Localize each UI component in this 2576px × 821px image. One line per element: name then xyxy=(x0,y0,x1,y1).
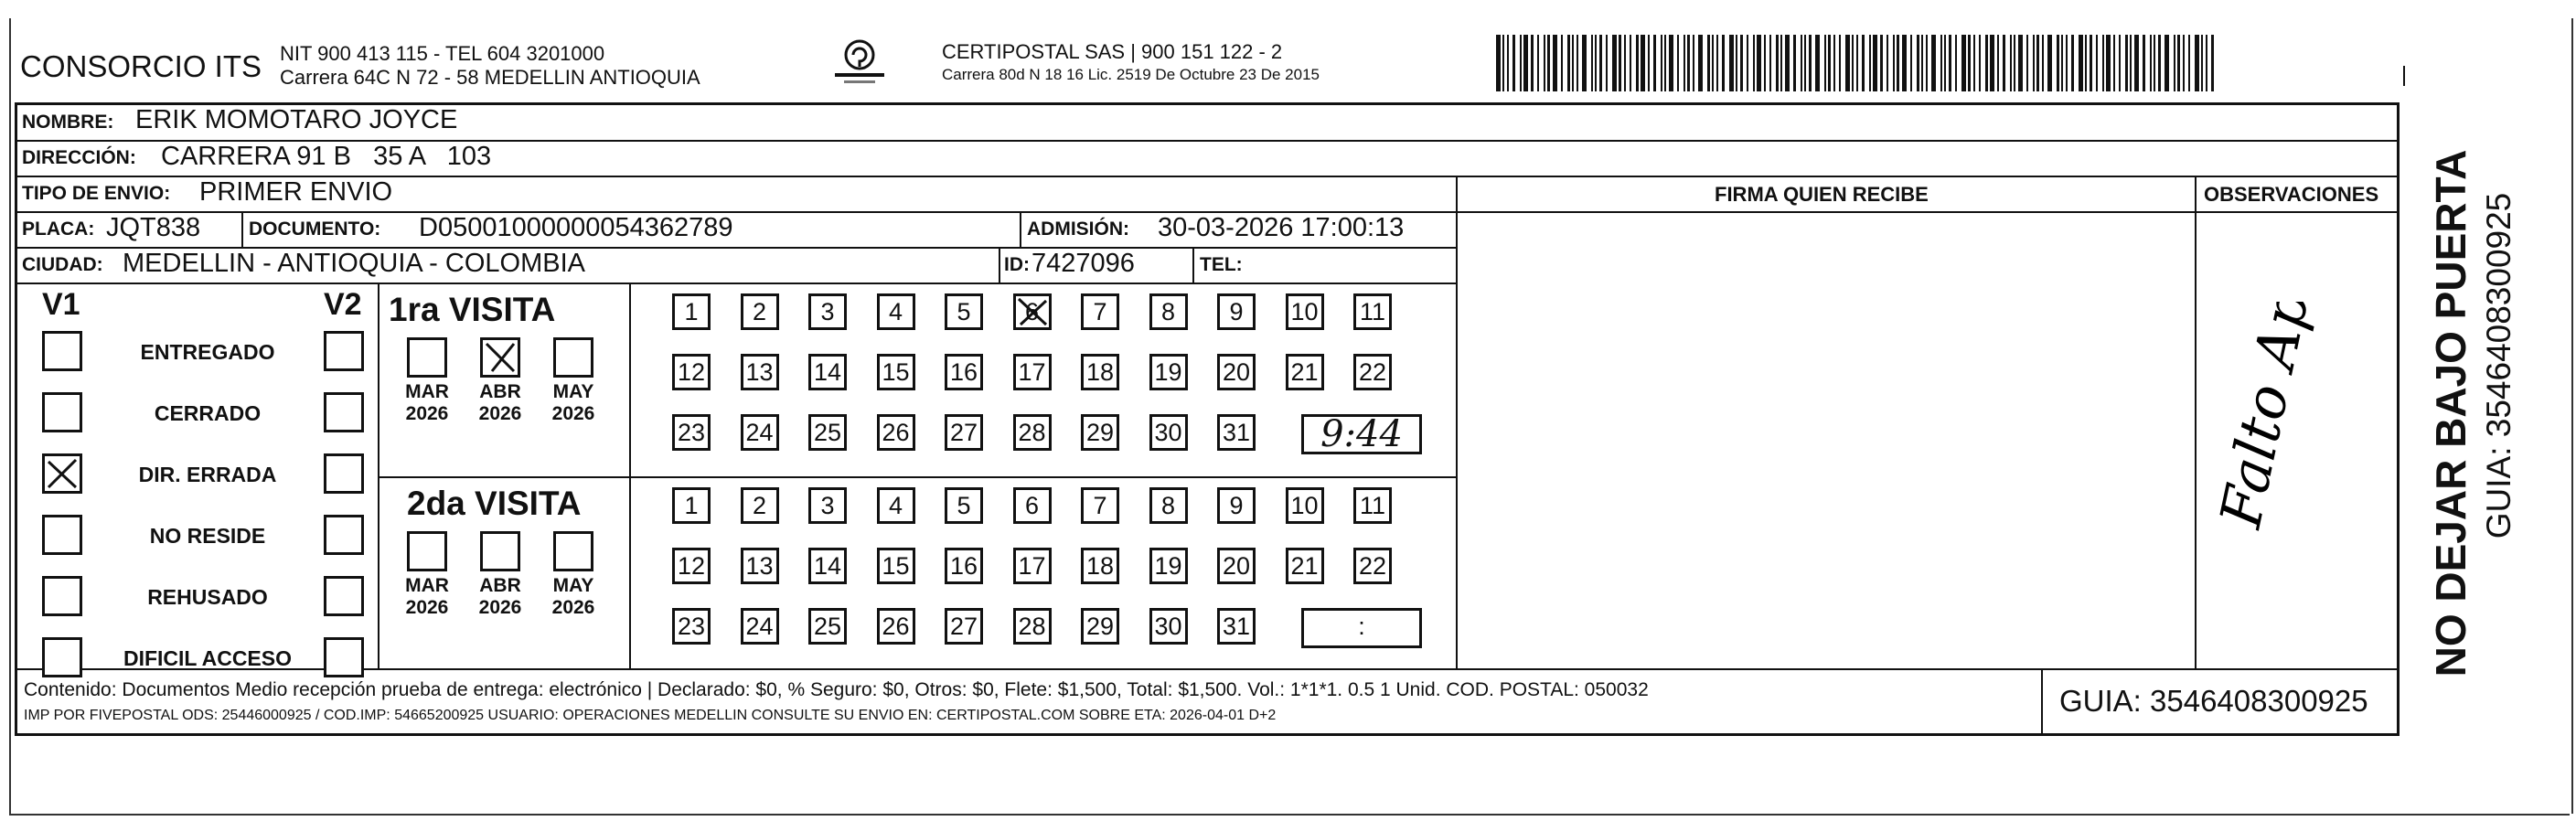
barcode-bar xyxy=(1612,35,1617,91)
barcode-bar xyxy=(1833,35,1835,91)
day-box[interactable]: 10 xyxy=(1286,487,1324,524)
day-box[interactable]: 19 xyxy=(1149,548,1188,584)
v1-checkbox[interactable] xyxy=(42,515,82,555)
day-box[interactable]: 7 xyxy=(1081,487,1119,524)
day-box[interactable]: 28 xyxy=(1013,414,1052,451)
barcode-bar xyxy=(1512,35,1515,91)
barcode-bar xyxy=(2102,35,2104,91)
barcode-bar xyxy=(1531,35,1534,91)
barcode-bar xyxy=(1669,35,1673,91)
barcode-bar xyxy=(1845,35,1850,91)
day-box[interactable]: 16 xyxy=(945,548,983,584)
barcode-bar xyxy=(1747,35,1748,91)
barcode-bar xyxy=(1856,35,1858,91)
day-box[interactable]: 26 xyxy=(877,608,915,645)
barcode-bar xyxy=(1661,35,1662,91)
day-box[interactable]: 30 xyxy=(1149,414,1188,451)
status-label: DIFICIL ACCESO xyxy=(123,646,292,670)
barcode-bar xyxy=(1809,35,1812,91)
day-box[interactable]: 22 xyxy=(1353,354,1392,390)
company-nit: NIT 900 413 115 - TEL 604 3201000 xyxy=(280,42,605,65)
barcode-bar xyxy=(1785,35,1790,91)
barcode-bar xyxy=(1985,35,1988,91)
barcode-bar xyxy=(1664,35,1666,91)
barcode-bar xyxy=(2033,35,2035,91)
barcode-bar xyxy=(2061,35,2063,91)
barcode-bar xyxy=(2158,35,2161,91)
barcode-bar xyxy=(2143,35,2145,91)
day-box[interactable]: 21 xyxy=(1286,548,1324,584)
day-box[interactable]: 20 xyxy=(1217,354,1256,390)
v1-label: V1 xyxy=(42,287,80,322)
barcode-bar xyxy=(1793,35,1796,91)
barcode-bar xyxy=(1910,35,1912,91)
day-box[interactable]: 17 xyxy=(1013,548,1052,584)
barcode-bar xyxy=(2125,35,2128,91)
v2-checkbox[interactable] xyxy=(324,637,364,677)
barcode-bar xyxy=(1729,35,1734,91)
barcode-bar xyxy=(2188,35,2190,91)
barcode-bar xyxy=(1687,35,1690,91)
barcode-bar xyxy=(1815,35,1820,91)
day-box[interactable]: 8 xyxy=(1149,293,1188,330)
tel-label: TEL: xyxy=(1200,254,1243,275)
barcode-bar xyxy=(2113,35,2115,91)
time-box[interactable]: : xyxy=(1301,608,1422,648)
barcode-bar xyxy=(2010,35,2012,91)
side-guia-text: GUIA: 3546408300925 xyxy=(2480,192,2517,539)
observaciones-handwriting xyxy=(2195,302,2405,576)
barcode-bar xyxy=(1887,35,1888,91)
barcode-bar xyxy=(2154,35,2155,91)
barcode-bar xyxy=(1582,35,1587,91)
month-label: ABR 2026 xyxy=(478,575,522,618)
day-box[interactable]: 24 xyxy=(741,608,779,645)
barcode-bar xyxy=(1873,35,1877,91)
day-box[interactable]: 20 xyxy=(1217,548,1256,584)
month-checkbox[interactable] xyxy=(407,337,447,378)
day-box[interactable]: 8 xyxy=(1149,487,1188,524)
barcode-bar xyxy=(1839,35,1841,91)
month-label: MAR 2026 xyxy=(405,381,449,424)
day-box[interactable]: 16 xyxy=(945,354,983,390)
month-label: MAY 2026 xyxy=(551,381,595,424)
barcode-bar xyxy=(1897,35,1899,91)
barcode-bar xyxy=(2206,35,2207,91)
day-box[interactable]: 12 xyxy=(672,548,711,584)
month-checkbox[interactable] xyxy=(553,531,593,571)
day-box[interactable]: 18 xyxy=(1081,354,1119,390)
barcode-bar xyxy=(1712,35,1714,91)
placa-label: PLACA: xyxy=(22,219,95,240)
barcode-bar xyxy=(2090,35,2092,91)
day-box[interactable]: 4 xyxy=(877,487,915,524)
barcode-bar xyxy=(2026,35,2028,91)
barcode-bar xyxy=(1523,35,1528,91)
day-box[interactable]: 1 xyxy=(672,487,711,524)
barcode-bar xyxy=(1769,35,1771,91)
barcode xyxy=(1496,35,2223,91)
barcode-bar xyxy=(2106,35,2111,91)
barcode-bar xyxy=(1921,35,1923,91)
barcode-bar xyxy=(1862,35,1865,91)
direccion-value: CARRERA 91 B 35 A 103 xyxy=(161,142,492,171)
day-box[interactable]: 25 xyxy=(808,608,847,645)
barcode-bar xyxy=(1852,35,1854,91)
v1-checkbox[interactable] xyxy=(42,392,82,432)
barcode-bar xyxy=(1968,35,1971,91)
barcode-bar xyxy=(1722,35,1725,91)
tipo-envio-label: TIPO DE ENVIO: xyxy=(22,183,171,204)
v2-label: V2 xyxy=(324,287,362,322)
barcode-bar xyxy=(1507,35,1509,91)
barcode-bar xyxy=(1641,35,1645,91)
barcode-bar xyxy=(1595,35,1597,91)
time-box[interactable]: 9:44 xyxy=(1301,414,1422,454)
barcode-bar xyxy=(2183,35,2185,91)
courier-name: CERTIPOSTAL SAS | 900 151 122 - 2 xyxy=(942,40,1283,63)
ciudad-value: MEDELLIN - ANTIOQUIA - COLOMBIA xyxy=(123,249,585,278)
barcode-bar xyxy=(2036,35,2039,91)
day-box[interactable]: 9 xyxy=(1217,487,1256,524)
nombre-value: ERIK MOMOTARO JOYCE xyxy=(135,105,458,134)
barcode-bar xyxy=(1931,35,1936,91)
barcode-bar xyxy=(2085,35,2087,91)
barcode-bar xyxy=(1653,35,1656,91)
barcode-bar xyxy=(1520,35,1522,91)
day-box[interactable]: 13 xyxy=(741,548,779,584)
day-box[interactable]: 4 xyxy=(877,293,915,330)
barcode-bar xyxy=(2174,35,2175,91)
direccion-label: DIRECCIÓN: xyxy=(22,147,136,168)
no-dejar-text: NO DEJAR BAJO PUERTA xyxy=(2427,149,2474,677)
day-box[interactable]: 31 xyxy=(1217,414,1256,451)
day-box[interactable]: 17 xyxy=(1013,354,1052,390)
day-box[interactable]: 31 xyxy=(1217,608,1256,645)
barcode-bar xyxy=(1606,35,1608,91)
barcode-bar xyxy=(1683,35,1685,91)
day-box[interactable]: 6 xyxy=(1013,487,1052,524)
admision-label: ADMISIÓN: xyxy=(1027,219,1129,240)
day-box[interactable]: 27 xyxy=(945,414,983,451)
barcode-bar xyxy=(2211,35,2214,91)
check-mark-icon xyxy=(483,340,518,375)
barcode-bar xyxy=(1776,35,1779,91)
month-checkbox[interactable] xyxy=(480,337,520,378)
day-box[interactable]: 6 xyxy=(1013,293,1052,330)
barcode-bar xyxy=(1624,35,1626,91)
barcode-bar xyxy=(1736,35,1737,91)
day-box[interactable]: 26 xyxy=(877,414,915,451)
barcode-bar xyxy=(1828,35,1831,91)
day-box[interactable]: 3 xyxy=(808,487,847,524)
day-box[interactable]: 27 xyxy=(945,608,983,645)
second-visit-title: 2da VISITA xyxy=(407,485,582,522)
contenido-line: Contenido: Documentos Medio recepción prueba de entrega: electrónico | Declarado: $0, % Seguro: $0, Otros: $0, Flete: $1,500, Total: $1,500. Vol.: 1*1*1. 0.5 1 Unid. COD. POSTAL: 050032 xyxy=(24,679,1649,700)
barcode-bar xyxy=(2066,35,2068,91)
day-box[interactable]: 13 xyxy=(741,354,779,390)
day-box[interactable]: 23 xyxy=(672,414,711,451)
barcode-bar xyxy=(2195,35,2199,91)
svg-text:Falto Apto: Falto Apto xyxy=(2207,302,2335,534)
barcode-bar xyxy=(1698,35,1703,91)
barcode-bar xyxy=(1630,35,1631,91)
day-box[interactable]: 10 xyxy=(1286,293,1324,330)
day-box[interactable]: 25 xyxy=(808,414,847,451)
day-box[interactable]: 2 xyxy=(741,487,779,524)
day-box[interactable]: 9 xyxy=(1217,293,1256,330)
month-label: MAR 2026 xyxy=(405,575,449,618)
day-box[interactable]: 29 xyxy=(1081,608,1119,645)
barcode-bar xyxy=(1880,35,1883,91)
barcode-bar xyxy=(1544,35,1545,91)
day-box[interactable]: 19 xyxy=(1149,354,1188,390)
month-label: MAY 2026 xyxy=(551,575,595,618)
status-label: CERRADO xyxy=(154,401,262,425)
v1-checkbox[interactable] xyxy=(42,331,82,371)
status-label: DIR. ERRADA xyxy=(138,463,277,486)
barcode-bar xyxy=(1824,35,1826,91)
barcode-bar xyxy=(1961,35,1966,91)
day-box[interactable]: 23 xyxy=(672,608,711,645)
barcode-bar xyxy=(1502,35,1504,91)
barcode-bar xyxy=(1567,35,1570,91)
barcode-bar xyxy=(1804,35,1806,91)
barcode-bar xyxy=(2201,35,2203,91)
status-label: ENTREGADO xyxy=(140,340,275,364)
barcode-bar xyxy=(1677,35,1679,91)
barcode-bar xyxy=(1990,35,1994,91)
barcode-bar xyxy=(2042,35,2044,91)
barcode-bar xyxy=(1707,35,1710,91)
day-box[interactable]: 18 xyxy=(1081,548,1119,584)
barcode-bar xyxy=(1553,35,1557,91)
barcode-bar xyxy=(1753,35,1755,91)
ciudad-label: CIUDAD: xyxy=(22,254,103,275)
documento-label: DOCUMENTO: xyxy=(249,219,381,240)
observaciones-label: OBSERVACIONES xyxy=(2204,183,2379,206)
day-box[interactable]: 24 xyxy=(741,414,779,451)
day-box[interactable]: 14 xyxy=(808,548,847,584)
barcode-bar xyxy=(1869,35,1871,91)
company-address: Carrera 64C N 72 - 58 MEDELLIN ANTIOQUIA xyxy=(280,66,700,89)
day-box[interactable]: 15 xyxy=(877,354,915,390)
status-label: NO RESIDE xyxy=(149,524,266,548)
month-checkbox[interactable] xyxy=(407,531,447,571)
day-box[interactable]: 5 xyxy=(945,487,983,524)
barcode-bar xyxy=(1780,35,1782,91)
barcode-bar xyxy=(1997,35,1999,91)
guia-footer: GUIA: 3546408300925 xyxy=(2059,684,2368,718)
barcode-bar xyxy=(2150,35,2152,91)
day-box[interactable]: 30 xyxy=(1149,608,1188,645)
day-box[interactable]: 21 xyxy=(1286,354,1324,390)
check-mark-icon xyxy=(45,456,80,491)
barcode-bar xyxy=(1693,35,1694,91)
placa-value: JQT838 xyxy=(106,213,201,242)
barcode-bar xyxy=(1636,35,1639,91)
day-box[interactable]: 3 xyxy=(808,293,847,330)
barcode-bar xyxy=(2096,35,2098,91)
barcode-bar xyxy=(2018,35,2023,91)
barcode-bar xyxy=(1740,35,1743,91)
barcode-bar xyxy=(1944,35,1946,91)
barcode-bar xyxy=(2079,35,2083,91)
barcode-bar xyxy=(1757,35,1761,91)
barcode-bar xyxy=(1599,35,1602,91)
barcode-bar xyxy=(1561,35,1563,91)
barcode-bar xyxy=(1496,35,1501,91)
barcode-bar xyxy=(1979,35,1981,91)
barcode-bar xyxy=(1537,35,1539,91)
certipostal-logo xyxy=(818,37,901,91)
documento-value: D05001000000054362789 xyxy=(419,213,733,242)
barcode-bar xyxy=(1547,35,1550,91)
day-box[interactable]: 5 xyxy=(945,293,983,330)
day-box[interactable]: 28 xyxy=(1013,608,1052,645)
barcode-bar xyxy=(1940,35,1942,91)
barcode-bar xyxy=(2177,35,2180,91)
barcode-bar xyxy=(1926,35,1928,91)
month-label: ABR 2026 xyxy=(478,381,522,424)
barcode-bar xyxy=(2130,35,2132,91)
barcode-bar xyxy=(2057,35,2059,91)
day-box[interactable]: 2 xyxy=(741,293,779,330)
barcode-bar xyxy=(1572,35,1574,91)
barcode-bar xyxy=(2164,35,2169,91)
first-visit-title: 1ra VISITA xyxy=(389,291,556,328)
v1-checkbox[interactable] xyxy=(42,453,82,494)
barcode-bar xyxy=(2014,35,2015,91)
v2-checkbox[interactable] xyxy=(324,515,364,555)
id-label: ID: xyxy=(1004,254,1030,275)
company-name: CONSORCIO ITS xyxy=(20,49,262,83)
barcode-bar xyxy=(2003,35,2005,91)
barcode-bar xyxy=(1955,35,1957,91)
day-box[interactable]: 22 xyxy=(1353,548,1392,584)
barcode-bar xyxy=(1764,35,1766,91)
barcode-bar xyxy=(1591,35,1593,91)
nombre-label: NOMBRE: xyxy=(22,112,114,133)
barcode-bar xyxy=(1917,35,1919,91)
barcode-bar xyxy=(1648,35,1650,91)
status-label: REHUSADO xyxy=(147,585,268,609)
barcode-bar xyxy=(1801,35,1802,91)
tipo-envio-value: PRIMER ENVIO xyxy=(199,177,393,207)
barcode-bar xyxy=(1949,35,1951,91)
day-box[interactable]: 11 xyxy=(1353,487,1392,524)
v1-checkbox[interactable] xyxy=(42,576,82,616)
day-box[interactable]: 11 xyxy=(1353,293,1392,330)
courier-address: Carrera 80d N 18 16 Lic. 2519 De Octubre 23 De 2015 xyxy=(942,66,1320,83)
month-checkbox[interactable] xyxy=(480,531,520,571)
barcode-bar xyxy=(1619,35,1621,91)
v1-checkbox[interactable] xyxy=(42,637,82,677)
barcode-bar xyxy=(1973,35,1975,91)
day-box[interactable]: 12 xyxy=(672,354,711,390)
admision-value: 30-03-2026 17:00:13 xyxy=(1158,213,1405,242)
barcode-bar xyxy=(1577,35,1578,91)
firma-label: FIRMA QUIEN RECIBE xyxy=(1715,183,1929,206)
barcode-bar xyxy=(2071,35,2074,91)
day-box[interactable]: 7 xyxy=(1081,293,1119,330)
v2-checkbox[interactable] xyxy=(324,392,364,432)
barcode-bar xyxy=(2047,35,2052,91)
v2-checkbox[interactable] xyxy=(324,453,364,494)
id-value: 7427096 xyxy=(1031,249,1135,278)
barcode-bar xyxy=(1902,35,1907,91)
month-checkbox[interactable] xyxy=(553,337,593,378)
barcode-bar xyxy=(2134,35,2139,91)
day-box[interactable]: 14 xyxy=(808,354,847,390)
day-box[interactable]: 1 xyxy=(672,293,711,330)
barcode-bar xyxy=(2119,35,2121,91)
v2-checkbox[interactable] xyxy=(324,576,364,616)
barcode-bar xyxy=(1893,35,1895,91)
day-box[interactable]: 15 xyxy=(877,548,915,584)
v2-checkbox[interactable] xyxy=(324,331,364,371)
day-box[interactable]: 29 xyxy=(1081,414,1119,451)
day-cross-mark-icon xyxy=(1013,293,1052,335)
barcode-bar xyxy=(1716,35,1718,91)
imp-line: IMP POR FIVEPOSTAL ODS: 25446000925 / COD.IMP: 54665200925 USUARIO: OPERACIONES MEDELLIN CONSULTE SU ENVIO EN: CERTIPOSTAL.COM SOBRE ETA: 2026-04-01 D+2 xyxy=(24,708,1277,723)
